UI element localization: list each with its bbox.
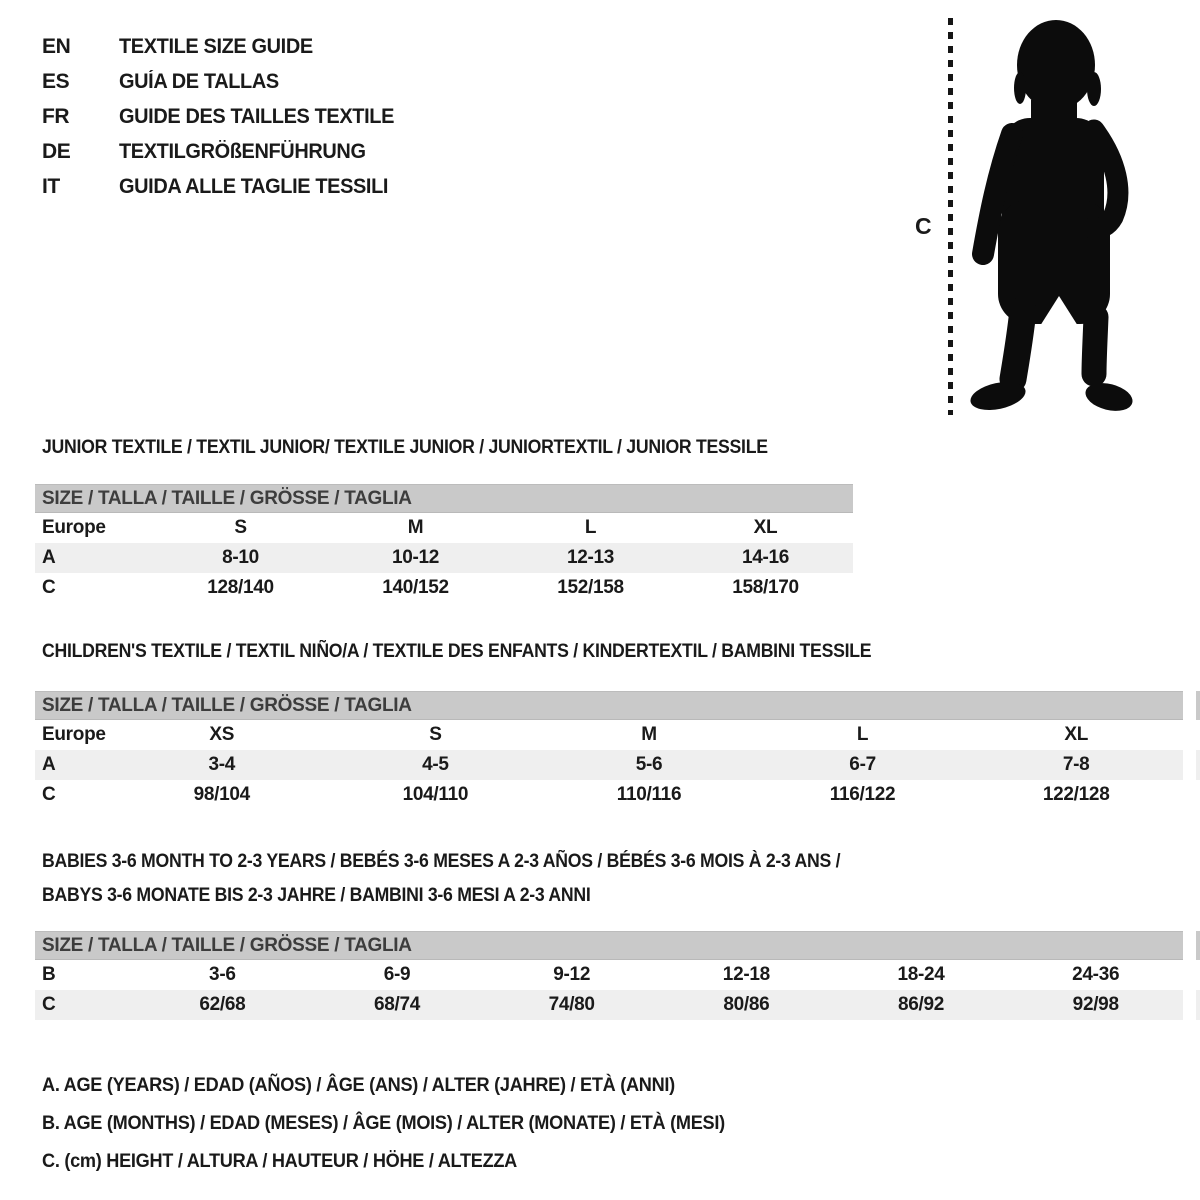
table-row [35, 720, 1183, 750]
table-row [35, 990, 1183, 1020]
language-guide-title: GUIDE DES TAILLES TEXTILE [119, 105, 394, 128]
size-cell: M [641, 724, 657, 745]
language-code: DE [42, 140, 71, 163]
table-row [35, 780, 1183, 810]
language-code: ES [42, 70, 70, 93]
age-cell: 12-13 [566, 547, 615, 568]
legend-height-cm: C. (cm) HEIGHT / ALTURA / HAUTEUR / HÖHE / ALTEZZA [42, 1150, 518, 1172]
table-edge-artifact [1196, 990, 1200, 1020]
age-cell: 9-12 [553, 964, 591, 985]
language-code: FR [42, 105, 70, 128]
language-code: EN [42, 35, 71, 58]
size-header-bar: SIZE / TALLA / TAILLE / GRÖSSE / TAGLIA [35, 691, 1183, 720]
baby-silhouette-icon [966, 14, 1138, 418]
language-guide-title: TEXTILE SIZE GUIDE [119, 35, 313, 58]
size-cell: M [407, 517, 424, 538]
language-row [42, 64, 408, 99]
row-label: C [42, 994, 56, 1015]
size-cell: XL [753, 517, 778, 538]
size-cell: L [584, 517, 597, 538]
height-cell: 68/74 [373, 994, 421, 1015]
height-cell: 140/152 [382, 577, 449, 598]
row-label: Europe [42, 517, 106, 538]
height-cell: 62/68 [199, 994, 246, 1015]
age-cell: 4-5 [422, 754, 449, 775]
size-header-bar: SIZE / TALLA / TAILLE / GRÖSSE / TAGLIA [35, 931, 1183, 960]
babies-size-table [35, 931, 1183, 1020]
junior-section-title: JUNIOR TEXTILE / TEXTIL JUNIOR/ TEXTILE JUNIOR / JUNIORTEXTIL / JUNIOR TESSILE [42, 437, 768, 458]
height-cell: 80/86 [723, 994, 770, 1015]
height-cell: 152/158 [557, 577, 624, 598]
size-cell: S [234, 517, 247, 538]
language-guide-title: TEXTILGRÖßENFÜHRUNG [119, 140, 366, 163]
table-row [35, 513, 853, 543]
row-label: B [42, 964, 56, 985]
babies-section-title-line1: BABIES 3-6 MONTH TO 2-3 YEARS / BEBÉS 3-6 MESES A 2-3 AÑOS / BÉBÉS 3-6 MOIS À 2-3 ANS / [42, 851, 841, 872]
height-cell: 104/110 [402, 784, 469, 805]
age-cell: 14-16 [741, 547, 790, 568]
age-cell: 18-24 [897, 964, 945, 985]
language-row [42, 134, 408, 169]
height-dashed-line [948, 18, 953, 415]
language-guide-title: GUÍA DE TALLAS [119, 70, 279, 93]
language-row [42, 29, 408, 64]
language-title-block [42, 29, 408, 204]
children-size-table [35, 691, 1183, 810]
children-section-title: CHILDREN'S TEXTILE / TEXTIL NIÑO/A / TEXTILE DES ENFANTS / KINDERTEXTIL / BAMBINI TESSILE [42, 641, 872, 662]
age-cell: 3-4 [208, 754, 236, 775]
size-cell: S [429, 724, 442, 745]
age-cell: 10-12 [391, 547, 440, 568]
table-edge-artifact [1196, 931, 1200, 960]
height-cell: 92/98 [1072, 994, 1119, 1015]
junior-size-table [35, 484, 853, 603]
table-row [35, 960, 1183, 990]
language-guide-title: GUIDA ALLE TAGLIE TESSILI [119, 175, 389, 198]
age-cell: 7-8 [1062, 754, 1090, 775]
row-label: A [42, 754, 56, 775]
language-row [42, 169, 408, 204]
table-row [35, 573, 853, 603]
age-cell: 24-36 [1072, 964, 1120, 985]
row-label: A [42, 547, 56, 568]
language-code: IT [42, 175, 60, 198]
language-row [42, 99, 408, 134]
age-cell: 6-9 [383, 964, 411, 985]
row-label: C [42, 784, 56, 805]
babies-section-title-line2: BABYS 3-6 MONATE BIS 2-3 JAHRE / BAMBINI 3-6 MESI A 2-3 ANNI [42, 885, 591, 906]
height-cell: 158/170 [732, 577, 799, 598]
size-cell: L [856, 724, 869, 745]
age-cell: 12-18 [722, 964, 770, 985]
height-cell: 86/92 [898, 994, 945, 1015]
table-edge-artifact [1196, 691, 1200, 720]
height-cell: 122/128 [1042, 784, 1110, 805]
legend-age-years: A. AGE (YEARS) / EDAD (AÑOS) / ÂGE (ANS) / ALTER (JAHRE) / ETÀ (ANNI) [42, 1074, 675, 1096]
row-label: Europe [42, 724, 106, 745]
size-cell: XS [209, 724, 235, 745]
height-measure-label: C [915, 213, 932, 239]
age-cell: 8-10 [222, 547, 259, 568]
table-row [35, 543, 853, 573]
height-cell: 74/80 [548, 994, 595, 1015]
size-cell: XL [1064, 724, 1089, 745]
age-cell: 3-6 [209, 964, 236, 985]
height-cell: 110/116 [616, 784, 682, 805]
age-cell: 6-7 [849, 754, 876, 775]
height-cell: 98/104 [193, 784, 250, 805]
table-row [35, 750, 1183, 780]
size-header-bar: SIZE / TALLA / TAILLE / GRÖSSE / TAGLIA [35, 484, 853, 513]
age-cell: 5-6 [635, 754, 663, 775]
legend-age-months: B. AGE (MONTHS) / EDAD (MESES) / ÂGE (MOIS) / ALTER (MONATE) / ETÀ (MESI) [42, 1112, 725, 1134]
height-cell: 116/122 [829, 784, 896, 805]
row-label: C [42, 577, 56, 598]
height-cell: 128/140 [207, 577, 274, 598]
table-edge-artifact [1196, 750, 1200, 780]
